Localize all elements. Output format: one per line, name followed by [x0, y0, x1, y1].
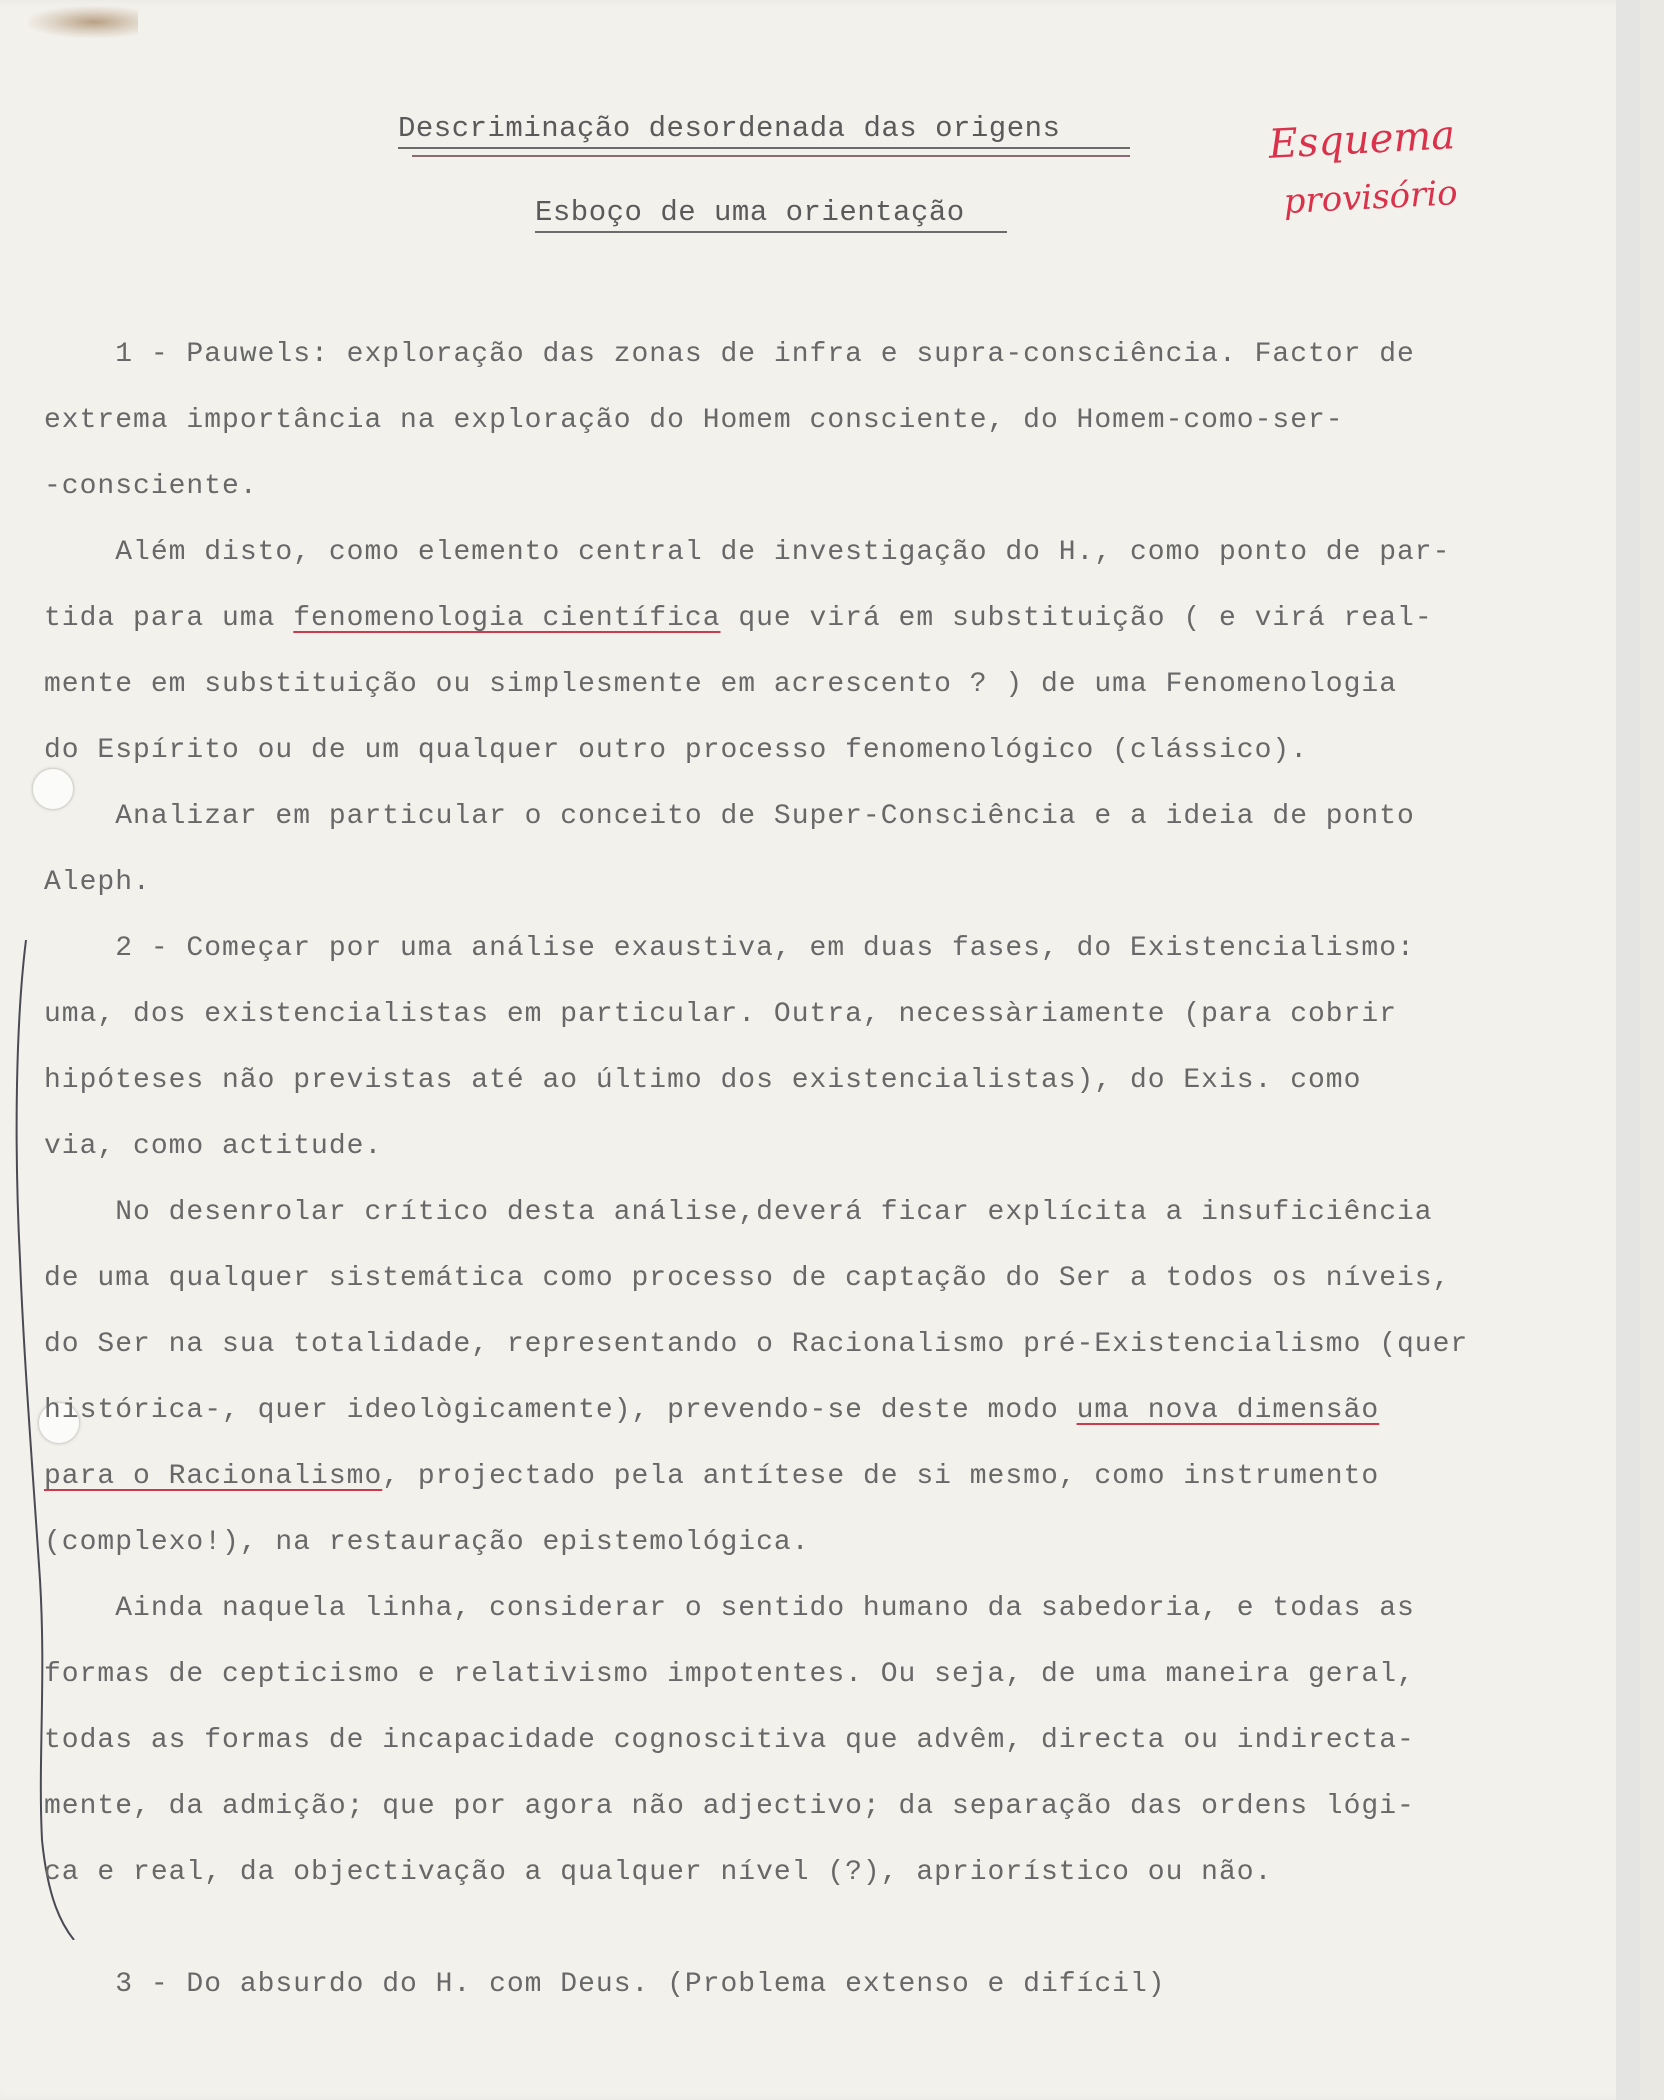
- text-span: histórica-, quer ideològicamente), prevendo-se deste modo: [44, 1395, 1077, 1426]
- text-line: [44, 1708, 1624, 1774]
- paper-stain: [28, 6, 138, 38]
- text-line: [44, 1840, 1624, 1906]
- handwritten-note-line: provisório: [1282, 173, 1459, 223]
- text-line: [44, 1444, 1624, 1510]
- handwritten-note: [1267, 100, 1573, 232]
- text-line: [44, 652, 1624, 718]
- handwritten-note-line: Esquema: [1267, 112, 1457, 168]
- text-span: que virá em substituição ( e virá real-: [720, 603, 1433, 634]
- text-span: mente em substituição ou simplesmente em acrescento ? ) de uma Fenomenologia: [44, 669, 1398, 700]
- text-line: [44, 1048, 1624, 1114]
- text-line: [44, 1576, 1624, 1642]
- text-line: [44, 1312, 1624, 1378]
- underlined-phrase: para o Racionalismo: [44, 1461, 383, 1492]
- text-span: Aleph.: [44, 867, 151, 898]
- text-line: [44, 982, 1624, 1048]
- text-line: [44, 850, 1624, 916]
- paragraph-gap: [44, 1906, 1624, 1952]
- text-span: via, como actitude.: [44, 1131, 383, 1162]
- document-subtitle: Esboço de uma orientação: [535, 196, 1007, 233]
- text-line: [44, 388, 1624, 454]
- text-line: [44, 520, 1624, 586]
- text-span: Além disto, como elemento central de investigação do H., como ponto de par-: [44, 537, 1451, 568]
- title-double-underline: [412, 155, 1130, 157]
- text-span: formas de cepticismo e relativismo impotentes. Ou seja, de uma maneira geral,: [44, 1659, 1415, 1690]
- text-line: [44, 1180, 1624, 1246]
- text-line: [44, 784, 1624, 850]
- text-span: 3 - Do absurdo do H. com Deus. (Problema extenso e difícil): [44, 1969, 1166, 2000]
- text-span: Ainda naquela linha, considerar o sentido humano da sabedoria, e todas as: [44, 1593, 1415, 1624]
- text-span: 2 - Começar por uma análise exaustiva, em duas fases, do Existencialismo:: [44, 933, 1415, 964]
- document-body: [44, 322, 1624, 2018]
- text-span: -consciente.: [44, 471, 258, 502]
- text-line: [44, 1510, 1624, 1576]
- text-span: hipóteses não previstas até ao último dos existencialistas), do Exis. como: [44, 1065, 1362, 1096]
- text-span: Analizar em particular o conceito de Super-Consciência e a ideia de ponto: [44, 801, 1415, 832]
- text-span: do Espírito ou de um qualquer outro processo fenomenológico (clássico).: [44, 735, 1308, 766]
- underlined-phrase: uma nova dimensão: [1076, 1395, 1380, 1426]
- text-span: uma, dos existencialistas em particular. Outra, necessàriamente (para cobrir: [44, 999, 1398, 1030]
- text-line: [44, 1378, 1624, 1444]
- text-span: extrema importância na exploração do Homem consciente, do Homem-como-ser-: [44, 405, 1344, 436]
- text-line: [44, 1774, 1624, 1840]
- text-line: [44, 586, 1624, 652]
- text-span: do Ser na sua totalidade, representando o Racionalismo pré-Existencialismo (quer: [44, 1329, 1469, 1360]
- text-span: 1 - Pauwels: exploração das zonas de infra e supra-consciência. Factor de: [44, 339, 1415, 370]
- text-line: [44, 1246, 1624, 1312]
- text-line: [44, 454, 1624, 520]
- text-line: [44, 322, 1624, 388]
- text-span: (complexo!), na restauração epistemológica.: [44, 1527, 810, 1558]
- text-span: ca e real, da objectivação a qualquer nível (?), apriorístico ou não.: [44, 1857, 1273, 1888]
- text-line: [44, 718, 1624, 784]
- underlined-phrase: fenomenologia científica: [293, 603, 721, 634]
- text-span: mente, da admição; que por agora não adjectivo; da separação das ordens lógi-: [44, 1791, 1415, 1822]
- text-line: [44, 1642, 1624, 1708]
- text-span: todas as formas de incapacidade cognoscitiva que advêm, directa ou indirecta-: [44, 1725, 1415, 1756]
- text-span: de uma qualquer sistemática como processo de captação do Ser a todos os níveis,: [44, 1263, 1451, 1294]
- text-span: tida para uma: [44, 603, 294, 634]
- text-line: [44, 1952, 1624, 2018]
- text-span: No desenrolar crítico desta análise,deverá ficar explícita a insuficiência: [44, 1197, 1433, 1228]
- text-line: [44, 916, 1624, 982]
- document-title: Descriminação desordenada das origens: [398, 112, 1130, 149]
- text-line: [44, 1114, 1624, 1180]
- text-span: , projectado pela antítese de si mesmo, como instrumento: [382, 1461, 1380, 1492]
